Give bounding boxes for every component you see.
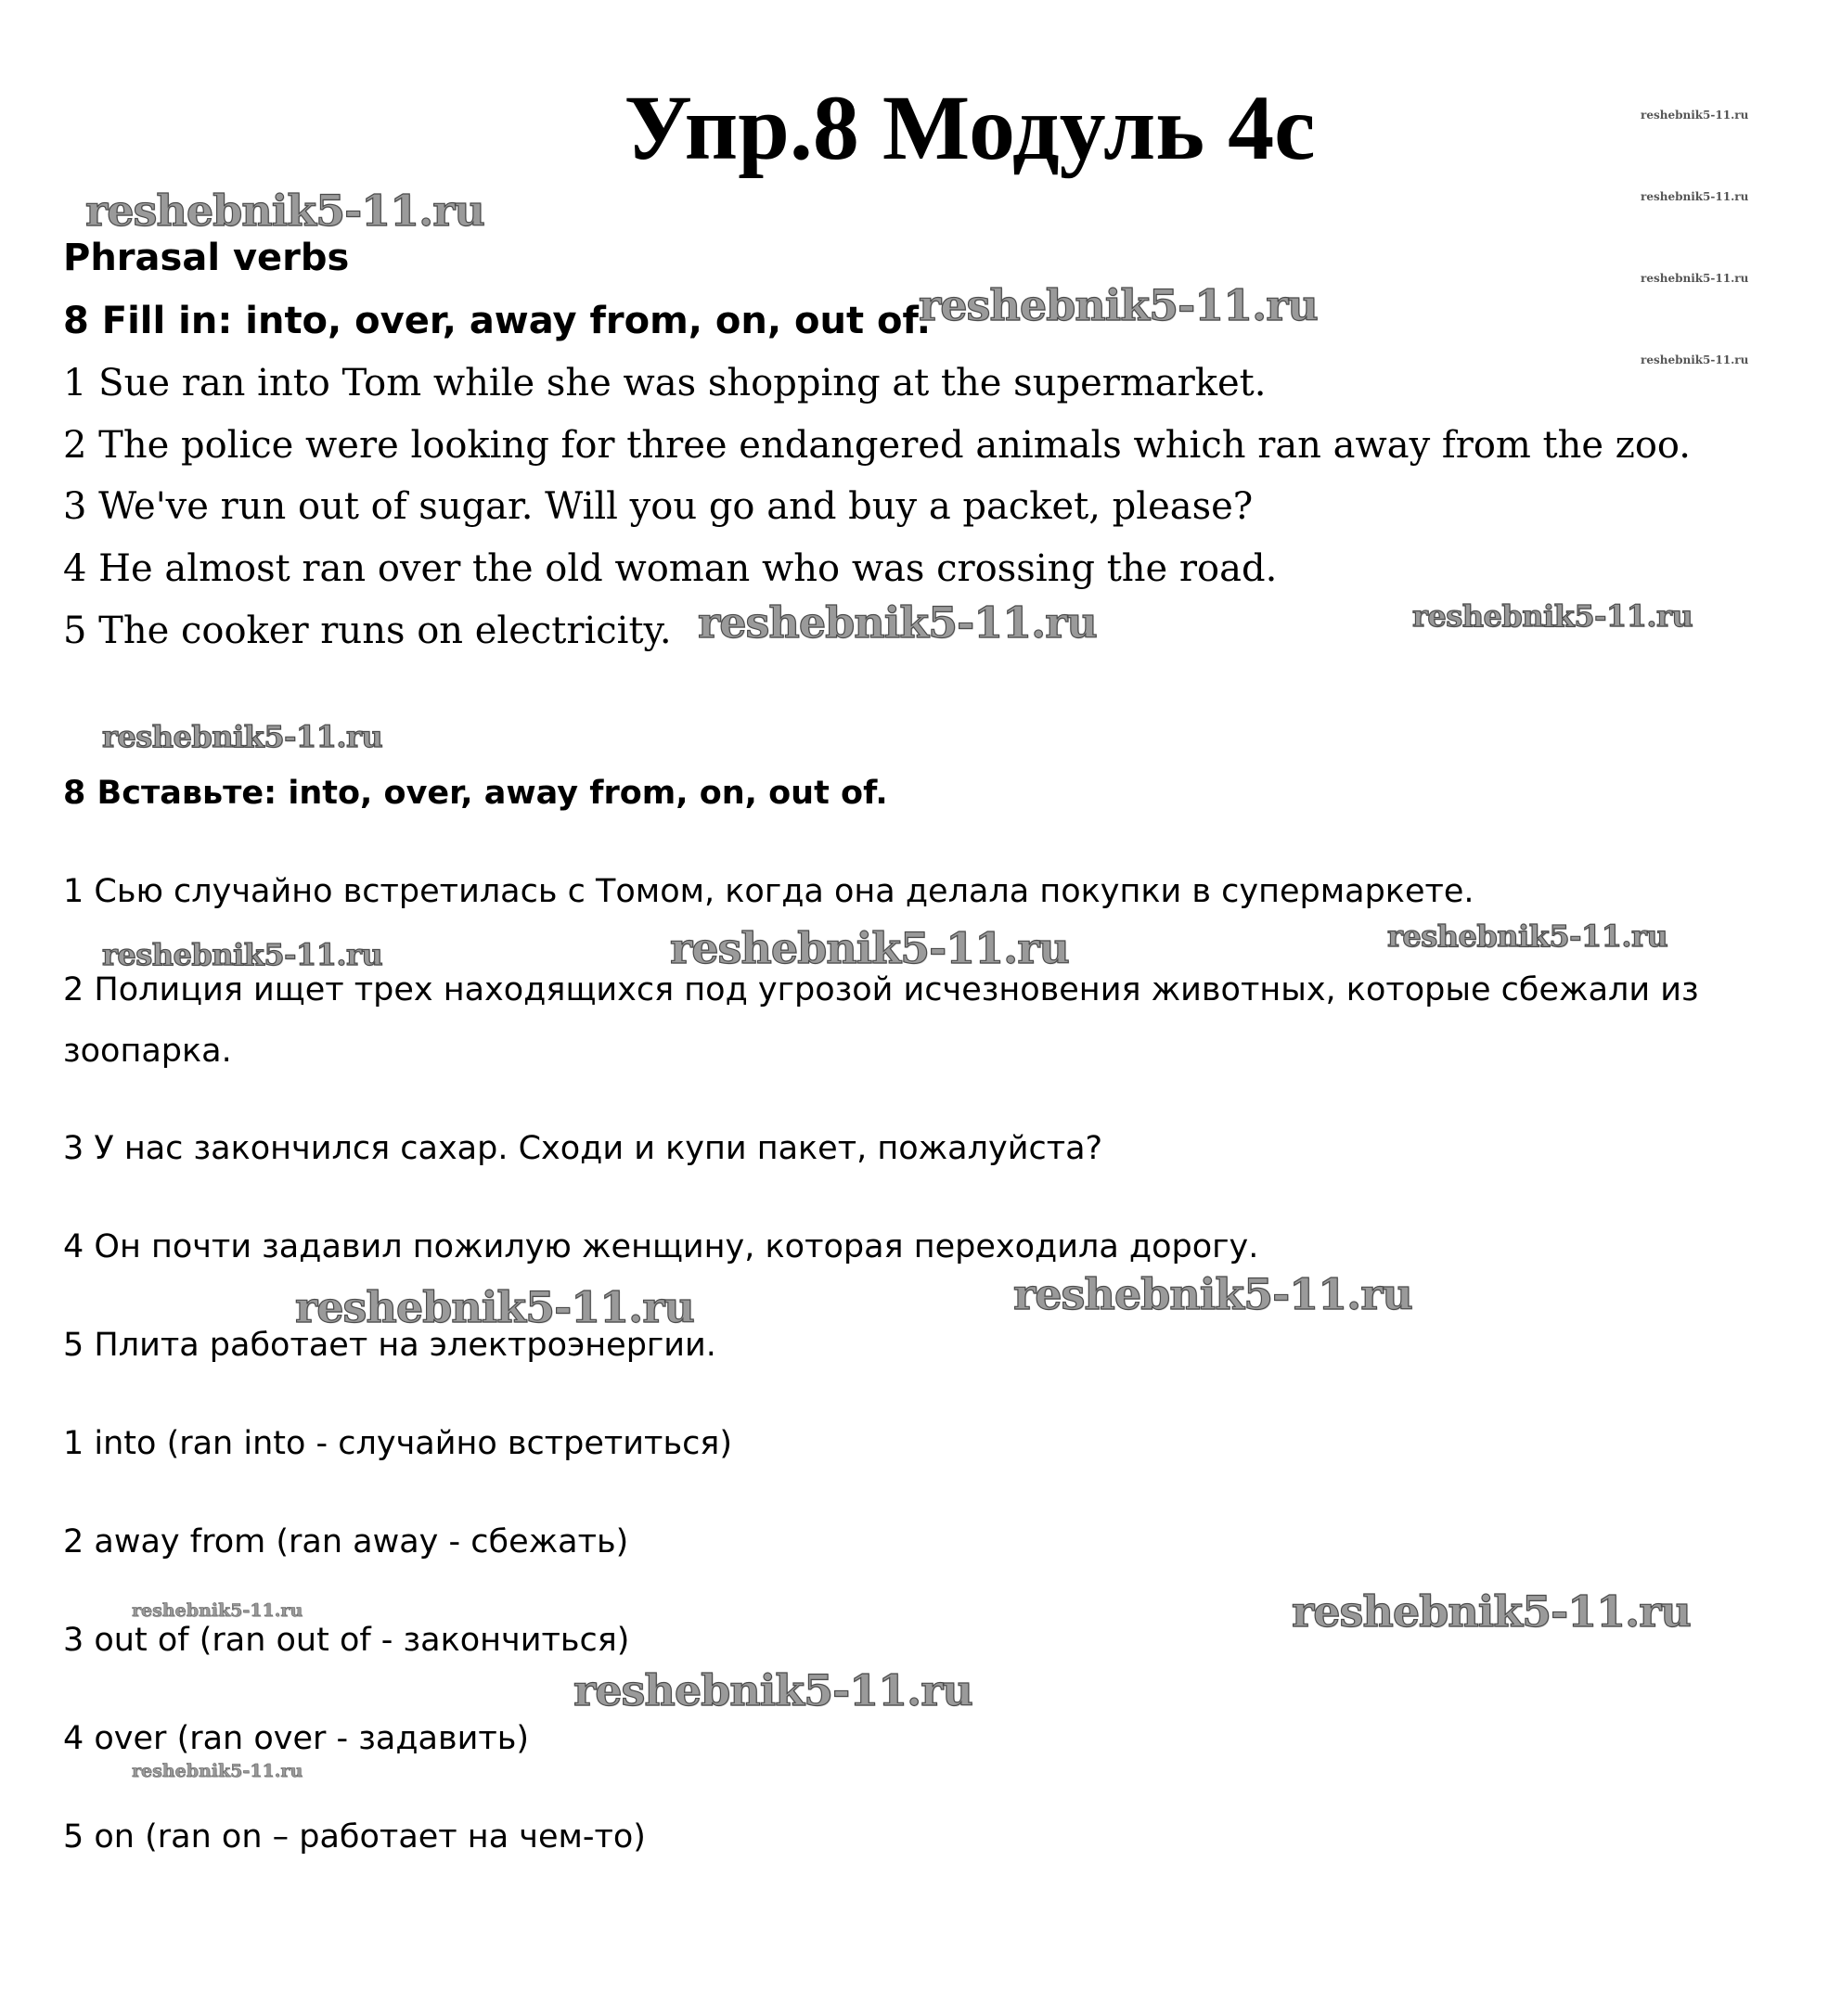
watermark: reshebnik5-11.ru (85, 186, 484, 236)
watermark: reshebnik5-11.ru (132, 1761, 303, 1781)
watermark: reshebnik5-11.ru (698, 597, 1097, 648)
watermark: reshebnik5-11.ru (132, 1600, 303, 1621)
watermark: reshebnik5-11.ru (670, 923, 1069, 973)
answer-item: 4 over (ran over - задавить) (63, 1720, 530, 1757)
task-heading-ru: 8 Вставьте: into, over, away from, on, out of. (63, 775, 888, 812)
watermark: reshebnik5-11.ru (1387, 918, 1668, 954)
watermark: reshebnik5-11.ru (102, 937, 383, 972)
watermark: reshebnik5-11.ru (102, 719, 383, 754)
page-title: Упр.8 Модуль 4с (624, 76, 1316, 179)
answer-item: 2 away from (ran away - сбежать) (63, 1523, 629, 1560)
russian-sentence: 3 У нас закончился сахар. Сходи и купи пакет, пожалуйста? (63, 1130, 1103, 1167)
english-sentence: 3 We've run out of sugar. Will you go and buy a packet, please? (63, 485, 1254, 528)
watermark: reshebnik5-11.ru (573, 1665, 972, 1715)
english-sentence: 2 The police were looking for three endangered animals which ran away from the zoo. (63, 424, 1692, 467)
watermark: reshebnik5-11.ru (919, 280, 1318, 330)
watermark: reshebnik5-11.ru (1641, 109, 1749, 122)
watermark: reshebnik5-11.ru (1412, 598, 1693, 634)
answer-item: 3 out of (ran out of - закончиться) (63, 1622, 630, 1659)
english-sentence: 4 He almost ran over the old woman who was crossing the road. (63, 547, 1278, 590)
russian-sentence: 1 Сью случайно встретилась с Томом, когда она делала покупки в супермаркете. (63, 873, 1474, 910)
watermark: reshebnik5-11.ru (1641, 272, 1749, 285)
watermark: reshebnik5-11.ru (1641, 353, 1749, 366)
answer-item: 5 on (ran on – работает на чем-то) (63, 1818, 646, 1855)
watermark: reshebnik5-11.ru (1013, 1269, 1412, 1319)
watermark: reshebnik5-11.ru (1292, 1586, 1691, 1637)
russian-sentence: зоопарка. (63, 1033, 232, 1070)
watermark: reshebnik5-11.ru (295, 1282, 694, 1332)
russian-sentence: 4 Он почти задавил пожилую женщину, которая переходила дорогу. (63, 1228, 1259, 1265)
answer-item: 1 into (ran into - случайно встретиться) (63, 1425, 733, 1462)
russian-sentence: 5 Плита работает на электроэнергии. (63, 1327, 716, 1364)
russian-sentence: 2 Полиция ищет трех находящихся под угрозой исчезновения животных, которые сбежали из (63, 971, 1699, 1008)
english-sentence: 5 The cooker runs on electricity. (63, 610, 672, 652)
english-sentence: 1 Sue ran into Tom while she was shopping at the supermarket. (63, 362, 1267, 404)
section-heading: Phrasal verbs (63, 237, 350, 279)
task-heading-en: 8 Fill in: into, over, away from, on, out of. (63, 300, 931, 342)
watermark: reshebnik5-11.ru (1641, 190, 1749, 203)
